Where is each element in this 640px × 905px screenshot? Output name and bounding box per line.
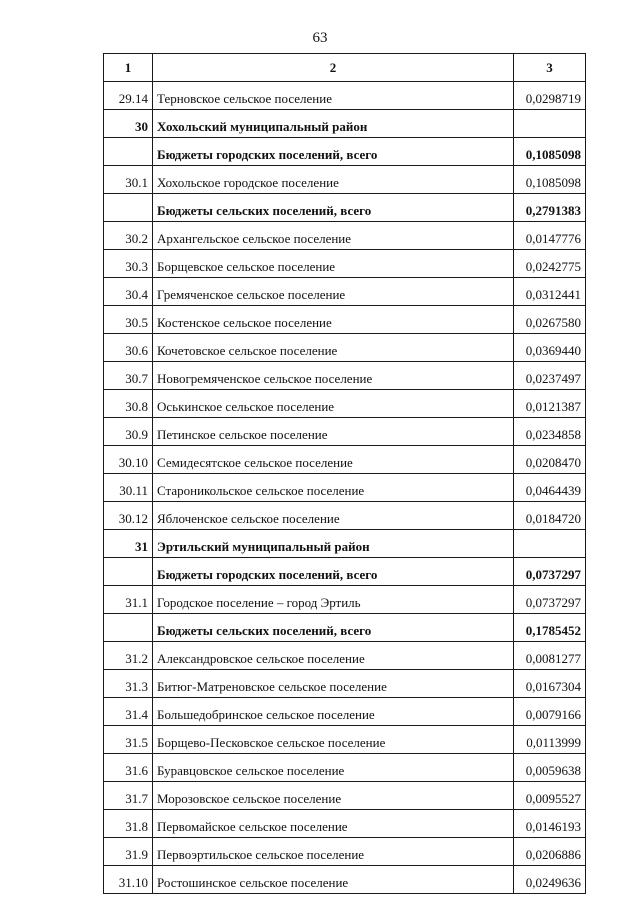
row-number-cell: 31.2 — [104, 642, 153, 670]
row-value-cell: 0,0737297 — [514, 586, 586, 614]
row-number-cell: 30.7 — [104, 362, 153, 390]
row-name-cell: Первоэртильское сельское поселение — [153, 838, 514, 866]
table-header — [104, 54, 586, 82]
row-number-cell — [104, 138, 153, 166]
row-value-cell: 0,0167304 — [514, 670, 586, 698]
budget-table — [103, 53, 586, 894]
row-name-cell: Архангельское сельское поселение — [153, 222, 514, 250]
row-value-cell: 0,0249636 — [514, 866, 586, 894]
row-name-cell: Костенское сельское поселение — [153, 306, 514, 334]
table-row — [104, 334, 586, 362]
row-value-cell — [514, 110, 586, 138]
row-number-cell — [104, 194, 153, 222]
table-row — [104, 726, 586, 754]
table-row — [104, 810, 586, 838]
row-number-cell: 30.8 — [104, 390, 153, 418]
table-row — [104, 306, 586, 334]
row-number-cell: 31.6 — [104, 754, 153, 782]
table-body — [104, 82, 586, 894]
row-name-cell: Бюджеты сельских поселений, всего — [153, 614, 514, 642]
row-number-cell — [104, 558, 153, 586]
row-number-cell: 30.9 — [104, 418, 153, 446]
row-number-cell: 30.4 — [104, 278, 153, 306]
row-number-cell: 31.1 — [104, 586, 153, 614]
table-row — [104, 222, 586, 250]
header-col-3: 3 — [514, 54, 586, 82]
row-value-cell: 0,0237497 — [514, 362, 586, 390]
row-value-cell: 0,0081277 — [514, 642, 586, 670]
row-number-cell: 30 — [104, 110, 153, 138]
row-value-cell: 0,1085098 — [514, 166, 586, 194]
row-number-cell: 31.3 — [104, 670, 153, 698]
row-number-cell: 31.8 — [104, 810, 153, 838]
row-name-cell: Борщево-Песковское сельское поселение — [153, 726, 514, 754]
row-number-cell: 30.11 — [104, 474, 153, 502]
row-name-cell: Борщевское сельское поселение — [153, 250, 514, 278]
table-row — [104, 866, 586, 894]
table-row — [104, 194, 586, 222]
header-col-1: 1 — [104, 54, 153, 82]
row-value-cell: 0,0113999 — [514, 726, 586, 754]
row-number-cell: 31.7 — [104, 782, 153, 810]
row-name-cell: Битюг-Матреновское сельское поселение — [153, 670, 514, 698]
row-name-cell: Петинское сельское поселение — [153, 418, 514, 446]
row-value-cell: 0,0312441 — [514, 278, 586, 306]
table-row — [104, 166, 586, 194]
row-name-cell: Новогремяченское сельское поселение — [153, 362, 514, 390]
row-value-cell: 0,0242775 — [514, 250, 586, 278]
row-number-cell: 30.3 — [104, 250, 153, 278]
row-value-cell: 0,2791383 — [514, 194, 586, 222]
row-number-cell: 31 — [104, 530, 153, 558]
row-value-cell: 0,0147776 — [514, 222, 586, 250]
row-name-cell: Бюджеты сельских поселений, всего — [153, 194, 514, 222]
row-value-cell: 0,0464439 — [514, 474, 586, 502]
row-number-cell: 30.5 — [104, 306, 153, 334]
row-number-cell: 31.5 — [104, 726, 153, 754]
row-name-cell: Гремяченское сельское поселение — [153, 278, 514, 306]
row-name-cell: Городское поселение – город Эртиль — [153, 586, 514, 614]
row-value-cell: 0,0059638 — [514, 754, 586, 782]
table-row — [104, 390, 586, 418]
row-value-cell: 0,0267580 — [514, 306, 586, 334]
row-name-cell: Оськинское сельское поселение — [153, 390, 514, 418]
row-name-cell: Терновское сельское поселение — [153, 82, 514, 110]
row-name-cell: Эртильский муниципальный район — [153, 530, 514, 558]
table-row — [104, 642, 586, 670]
table-row — [104, 138, 586, 166]
table-row — [104, 502, 586, 530]
row-value-cell: 0,0208470 — [514, 446, 586, 474]
row-name-cell: Большедобринское сельское поселение — [153, 698, 514, 726]
row-value-cell: 0,0079166 — [514, 698, 586, 726]
row-name-cell: Кочетовское сельское поселение — [153, 334, 514, 362]
table-row — [104, 278, 586, 306]
row-number-cell: 30.1 — [104, 166, 153, 194]
row-value-cell: 0,0369440 — [514, 334, 586, 362]
table-row — [104, 586, 586, 614]
table-row — [104, 474, 586, 502]
row-value-cell — [514, 530, 586, 558]
table-row — [104, 250, 586, 278]
row-number-cell — [104, 614, 153, 642]
page-number: 63 — [312, 30, 328, 46]
row-value-cell: 0,1085098 — [514, 138, 586, 166]
table-row — [104, 698, 586, 726]
table-row — [104, 558, 586, 586]
header-row — [104, 54, 586, 82]
row-name-cell: Бюджеты городских поселений, всего — [153, 558, 514, 586]
table-row — [104, 446, 586, 474]
table-row — [104, 782, 586, 810]
table-row — [104, 614, 586, 642]
row-number-cell: 31.4 — [104, 698, 153, 726]
table-row — [104, 838, 586, 866]
row-number-cell: 30.2 — [104, 222, 153, 250]
row-value-cell: 0,0146193 — [514, 810, 586, 838]
row-number-cell: 29.14 — [104, 82, 153, 110]
table-row — [104, 530, 586, 558]
row-value-cell: 0,0184720 — [514, 502, 586, 530]
row-name-cell: Морозовское сельское поселение — [153, 782, 514, 810]
table-row — [104, 418, 586, 446]
table-row — [104, 82, 586, 110]
row-name-cell: Буравцовское сельское поселение — [153, 754, 514, 782]
row-name-cell: Семидесятское сельское поселение — [153, 446, 514, 474]
row-value-cell: 0,0121387 — [514, 390, 586, 418]
row-value-cell: 0,0234858 — [514, 418, 586, 446]
row-number-cell: 30.6 — [104, 334, 153, 362]
row-number-cell: 31.9 — [104, 838, 153, 866]
row-value-cell: 0,0095527 — [514, 782, 586, 810]
row-name-cell: Первомайское сельское поселение — [153, 810, 514, 838]
row-name-cell: Ростошинское сельское поселение — [153, 866, 514, 894]
row-number-cell: 30.10 — [104, 446, 153, 474]
table-row — [104, 670, 586, 698]
table-row — [104, 754, 586, 782]
table-row — [104, 362, 586, 390]
row-name-cell: Яблоченское сельское поселение — [153, 502, 514, 530]
row-name-cell: Староникольское сельское поселение — [153, 474, 514, 502]
row-value-cell: 0,0206886 — [514, 838, 586, 866]
header-col-2: 2 — [153, 54, 514, 82]
row-value-cell: 0,0298719 — [514, 82, 586, 110]
table-row — [104, 110, 586, 138]
row-name-cell: Хохольское городское поселение — [153, 166, 514, 194]
row-name-cell: Александровское сельское поселение — [153, 642, 514, 670]
row-name-cell: Хохольский муниципальный район — [153, 110, 514, 138]
row-number-cell: 31.10 — [104, 866, 153, 894]
row-name-cell: Бюджеты городских поселений, всего — [153, 138, 514, 166]
row-value-cell: 0,1785452 — [514, 614, 586, 642]
row-number-cell: 30.12 — [104, 502, 153, 530]
row-value-cell: 0,0737297 — [514, 558, 586, 586]
